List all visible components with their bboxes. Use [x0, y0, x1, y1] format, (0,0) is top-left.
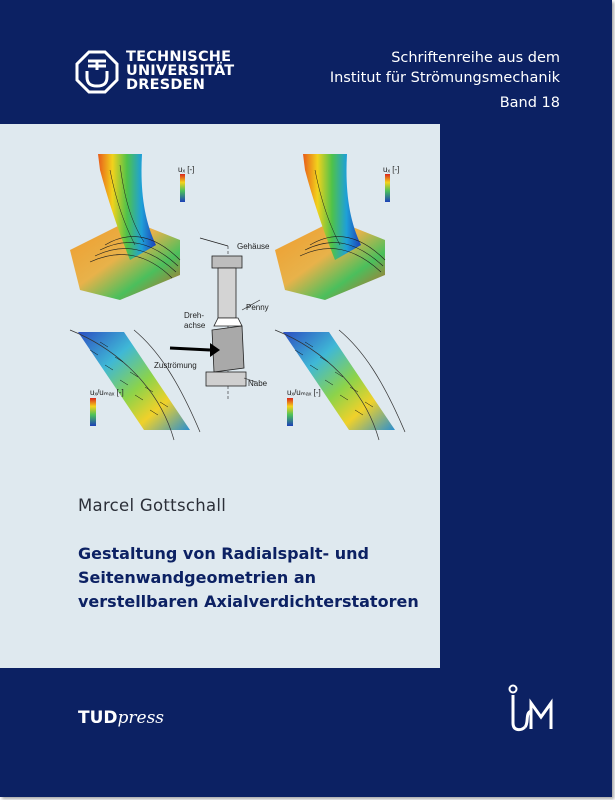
book-title-line: Seitenwandgeometrien an: [78, 568, 317, 587]
label-penny: Penny: [246, 303, 269, 312]
cfd-top-right: [275, 154, 399, 300]
series-line-1: Schriftenreihe aus dem: [391, 50, 560, 66]
university-name: [126, 50, 234, 92]
ism-logo-icon: [503, 683, 563, 737]
colorbar-title: uₓ/uₘₐₓ [-]: [90, 388, 124, 397]
cfd-top-left: [70, 154, 194, 300]
university-name-line: TECHNISCHE: [126, 49, 232, 65]
label-zustroemung: Zuströmung: [154, 361, 197, 370]
flow-field-right: [275, 330, 405, 440]
label-dreh: Dreh-: [184, 311, 205, 320]
colorbar-title: uₓ [-]: [383, 165, 400, 174]
book-title-line: Gestaltung von Radialspalt- und: [78, 544, 369, 563]
flow-field-left: [70, 330, 200, 440]
book-title: [78, 542, 419, 614]
book-title-line: verstellbaren Axialverdichterstatoren: [78, 592, 419, 611]
series-volume: Band 18: [499, 95, 560, 111]
cover-panel: [0, 124, 440, 668]
cover-figure: [60, 150, 420, 450]
series-info: [330, 48, 560, 113]
imprint-tud: TUD: [78, 708, 118, 728]
university-name-line: DRESDEN: [126, 77, 206, 93]
series-line-2: Institut für Strömungsmechanik: [329, 70, 560, 86]
label-gehaeuse: Gehäuse: [237, 242, 270, 251]
label-achse: achse: [184, 321, 206, 330]
imprint-press: press: [117, 708, 165, 728]
label-nabe: Nabe: [248, 379, 268, 388]
university-name-line: UNIVERSITÄT: [126, 63, 235, 79]
tu-dresden-logo-icon: [75, 50, 119, 94]
colorbar-title: uₓ [-]: [178, 165, 195, 174]
author-name: Marcel Gottschall: [78, 496, 227, 515]
tudpress-imprint: [78, 708, 164, 728]
colorbar-title: uₓ/uₘₐₓ [-]: [287, 388, 321, 397]
